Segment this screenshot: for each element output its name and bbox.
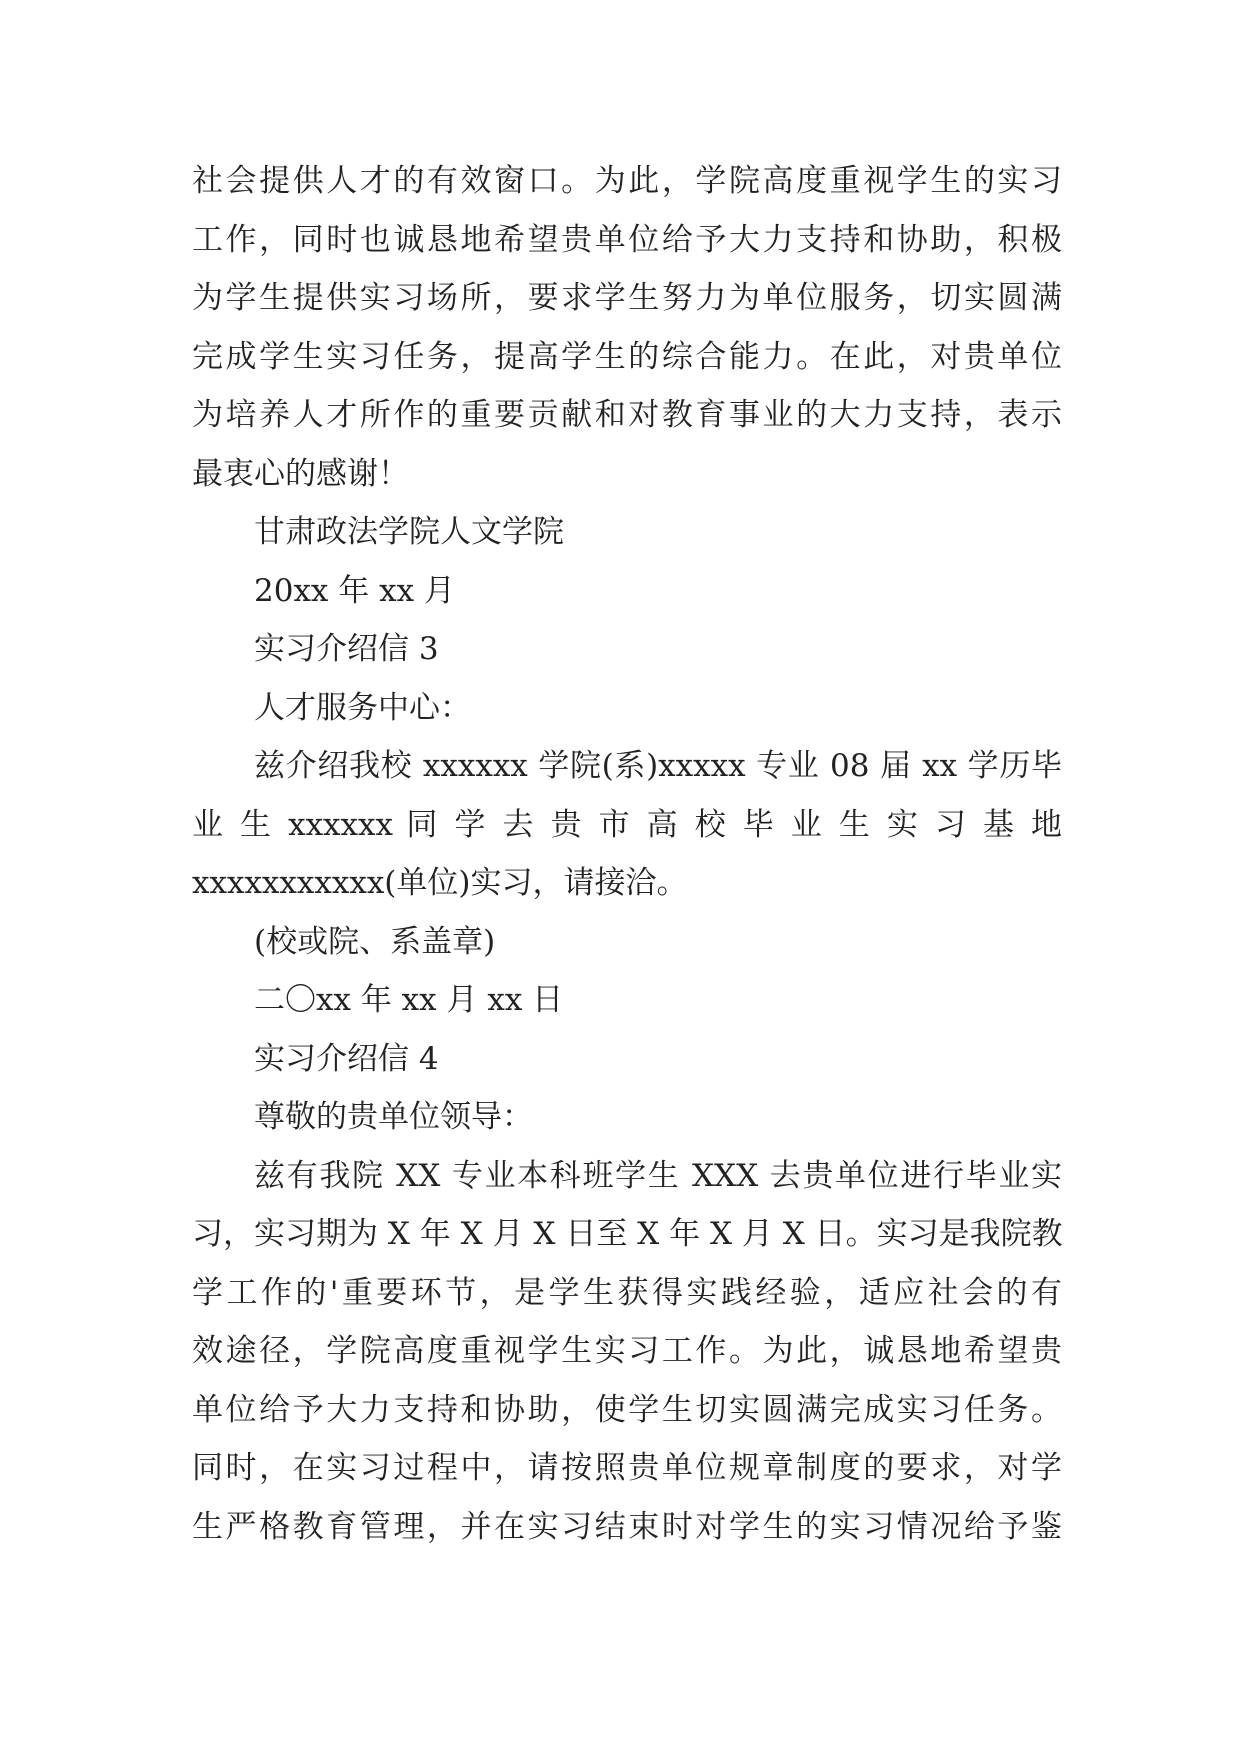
letter-4-title: 实习介绍信 4	[254, 1040, 439, 1077]
letter-4-body-line-2: 习，实习期为 X 年 X 月 X 日至 X 年 X 月 X 日。实习是我院教	[192, 1216, 1063, 1252]
letter-3-salutation: 人才服务中心：	[254, 689, 471, 726]
letter-4-body-line-4: 效途径，学院高度重视学生实习工作。为此，诚恳地希望贵	[192, 1333, 1062, 1369]
signature-organization: 甘肃政法学院人文学院	[254, 514, 564, 550]
text-line-1: 社会提供人才的有效窗口。为此，学院高度重视学生的实习	[192, 163, 1062, 199]
letter-4-body-line-3: 学工作的'重要环节，是学生获得实践经验，适应社会的有	[192, 1274, 1062, 1311]
letter-3-body-line-2: 业 生 xxxxxx 同 学 去 贵 市 高 校 毕 业 生 实 习 基 地	[192, 806, 1062, 843]
text-line-3: 为学生提供实习场所，要求学生努力为单位服务，切实圆满	[192, 280, 1062, 316]
letter-3-body-line-1: 兹介绍我校 xxxxxx 学院(系)xxxxx 专业 08 届 xx 学历毕	[254, 748, 1062, 784]
letter-3-seal-note: (校或院、系盖章)	[254, 923, 496, 960]
text-line-2: 工作，同时也诚恳地希望贵单位给予大力支持和协助，积极	[192, 221, 1062, 258]
text-line-6: 最衷心的感谢！	[192, 455, 409, 492]
letter-4-salutation: 尊敬的贵单位领导：	[254, 1099, 533, 1135]
letter-3-title: 实习介绍信 3	[254, 631, 439, 667]
text-line-4: 完成学生实习任务，提高学生的综合能力。在此，对贵单位	[192, 338, 1062, 375]
text-line-5: 为培养人才所作的重要贡献和对教育事业的大力支持，表示	[192, 397, 1062, 433]
letter-3-body-line-3: xxxxxxxxxxx(单位)实习，请接洽。	[192, 865, 688, 901]
letter-4-body-line-1: 兹有我院 XX 专业本科班学生 XXX 去贵单位进行毕业实	[254, 1157, 1062, 1194]
letter-4-body-line-7: 生严格教育管理，并在实习结束时对学生的实习情况给予鉴	[192, 1508, 1062, 1545]
signature-date: 20xx 年 xx 月	[254, 572, 455, 609]
letter-4-body-line-6: 同时，在实习过程中，请按照贵单位规章制度的要求，对学	[192, 1450, 1062, 1486]
letter-4-body-line-5: 单位给予大力支持和协助，使学生切实圆满完成实习任务。	[192, 1391, 1062, 1428]
document-body	[192, 152, 1062, 1556]
letter-3-date: 二〇xx 年 xx 月 xx 日	[254, 982, 564, 1018]
